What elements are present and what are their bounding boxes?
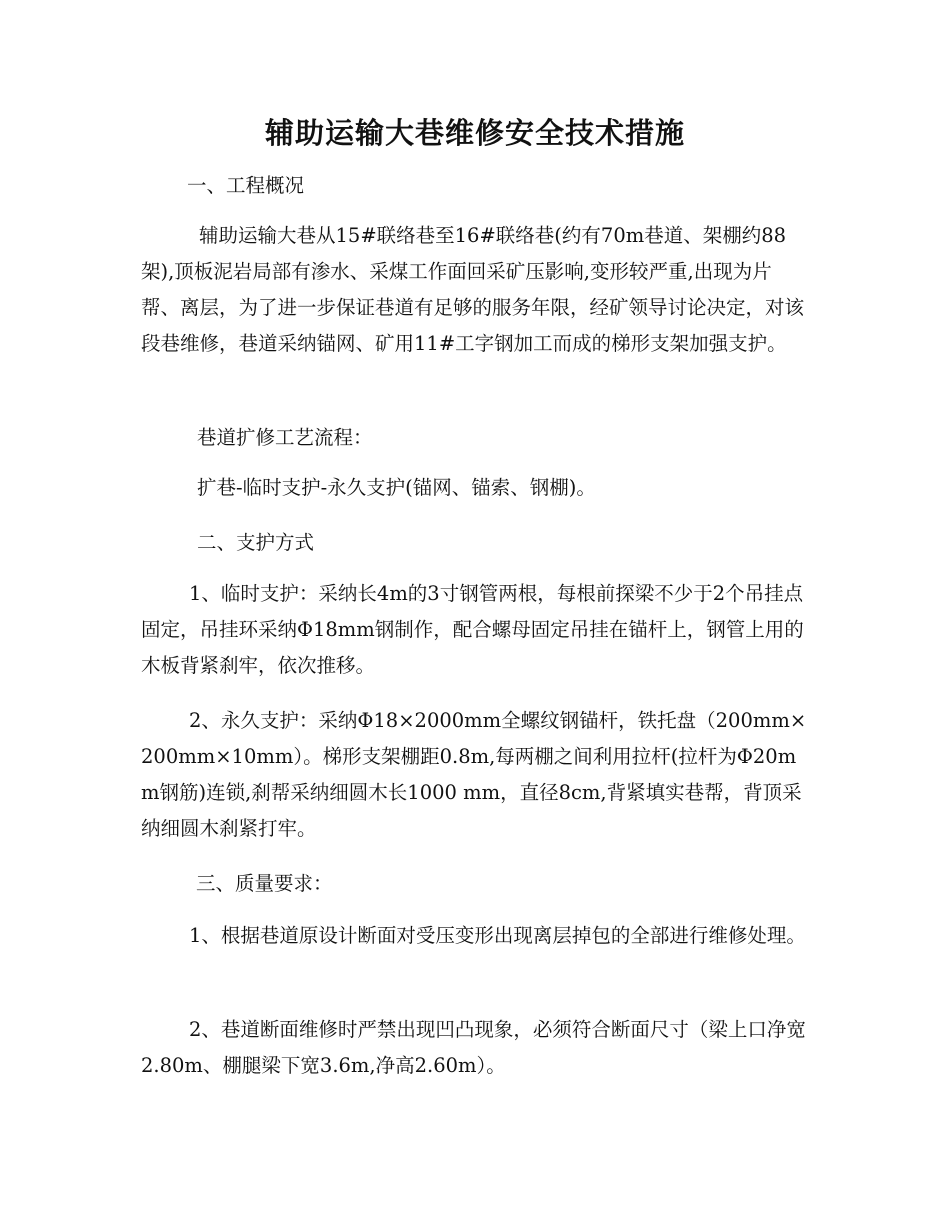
document-title: 辅助运输大巷维修安全技术措施	[264, 116, 685, 150]
paragraph-quality-2: 2、巷道断面维修时严禁出现凹凸现象，必须符合断面尺寸（梁上口净宽2.80m、棚腿梁下宽3.6m,净高2.60m）。	[141, 1018, 806, 1077]
paragraph-overview: 辅助运输大巷从15#联络巷至16#联络巷(约有70m巷道、架棚约88架),顶板泥岩局部有渗水、采煤工作面回采矿压影响,变形较严重,出现为片帮、离层，为了进一步保证巷道有足够的服务年限，经矿领导讨论决定，对该段巷维修，巷道采纳锚网、矿用11#工字钢加工而成的梯形支架加强支护。	[141, 224, 805, 355]
section-heading-overview: 一、工程概况	[187, 174, 305, 197]
paragraph-quality-1: 1、根据巷道原设计断面对受压变形出现离层掉包的全部进行维修处理。	[189, 924, 806, 947]
paragraph-temporary-support: 1、临时支护：采纳长4m的3寸钢管两根，每根前探梁不少于2个吊挂点固定，吊挂环采纳Φ18mm钢制作，配合螺母固定吊挂在锚杆上，钢管上用的木板背紧刹牢，依次推移。	[141, 582, 804, 677]
section-heading-quality: 三、质量要求：	[196, 872, 333, 895]
paragraph-process-flow: 扩巷-临时支护-永久支护(锚网、锚索、钢棚)。	[197, 476, 596, 499]
paragraph-permanent-support: 2、永久支护：采纳Φ18×2000mm全螺纹钢锚杆，铁托盘（200mm×200mm×10mm）。梯形支架棚距0.8m,每两棚之间利用拉杆(拉杆为Φ20mm钢筋)连锁,刹帮采纳细圆木长1000 mm，直径8cm,背紧填实巷帮，背顶采纳细圆木刹紧打牢。	[141, 709, 807, 840]
section-heading-support: 二、支护方式	[197, 531, 315, 554]
paragraph-process-label: 巷道扩修工艺流程：	[197, 426, 373, 449]
